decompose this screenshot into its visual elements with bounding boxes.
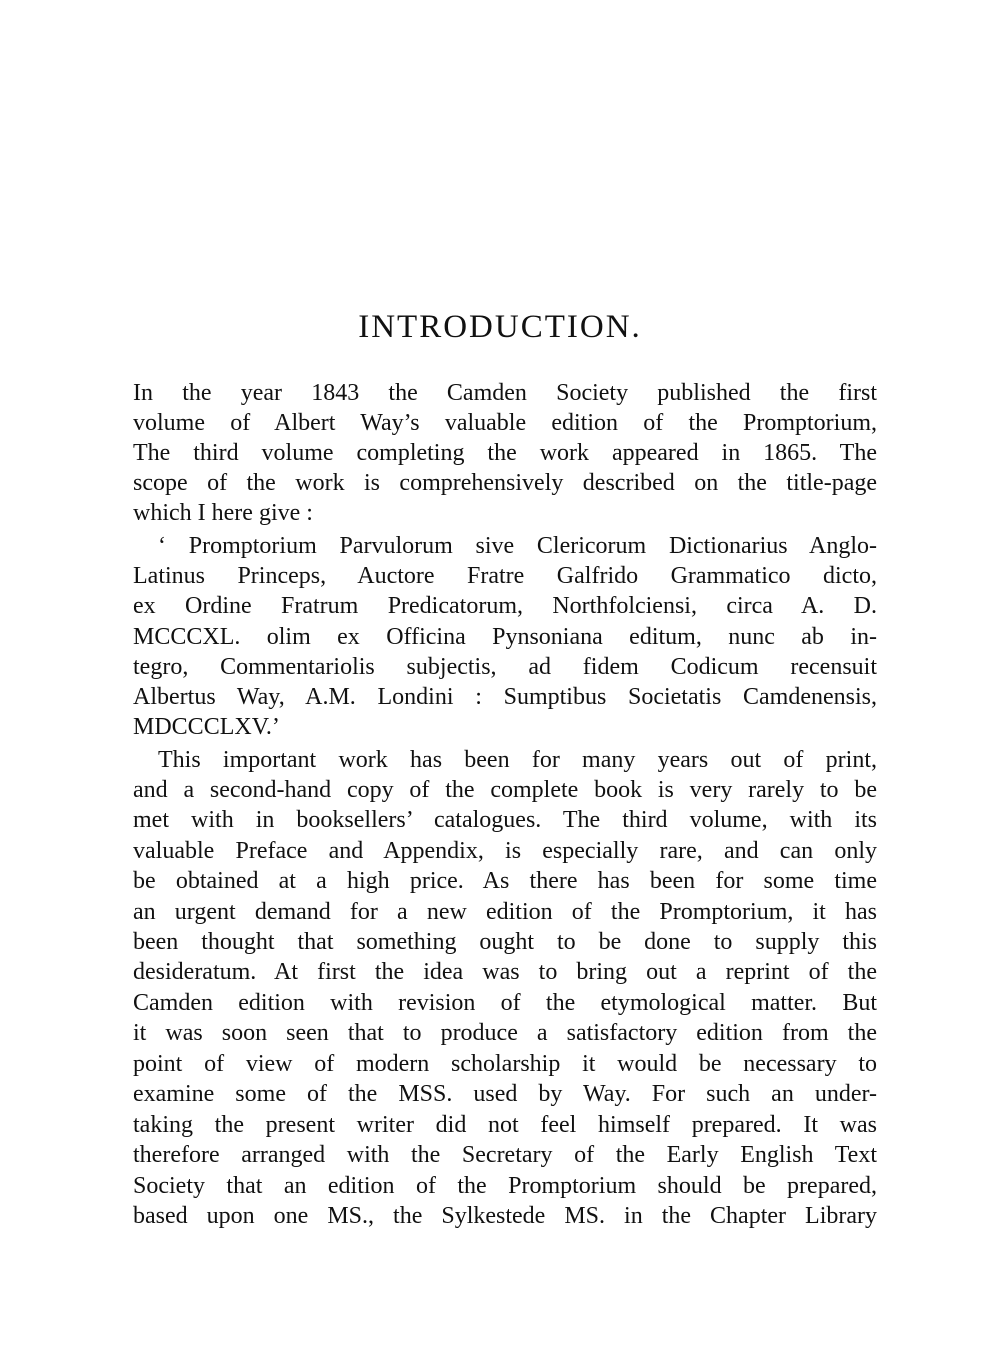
text-line: In the year 1843 the Camden Society published the first: [133, 380, 877, 406]
text-line: This important work has been for many years out of print,: [158, 747, 877, 773]
text-line: ex Ordine Fratrum Predicatorum, Northfolciensi, circa A. D.: [133, 593, 877, 619]
text-line: The third volume completing the work appeared in 1865. The: [133, 440, 877, 466]
text-line: met with in booksellers’ catalogues. The third volume, with its: [133, 807, 877, 833]
text-line: an urgent demand for a new edition of the Promptorium, it has: [133, 899, 877, 925]
text-line: Camden edition with revision of the etymological matter. But: [133, 990, 877, 1016]
text-line: therefore arranged with the Secretary of the Early English Text: [133, 1142, 877, 1168]
text-line: MCCCXL. olim ex Officina Pynsoniana editum, nunc ab in-: [133, 624, 877, 650]
text-line: point of view of modern scholarship it would be necessary to: [133, 1051, 877, 1077]
text-line: Society that an edition of the Promptorium should be prepared,: [133, 1173, 877, 1199]
text-line: taking the present writer did not feel himself prepared. It was: [133, 1112, 877, 1138]
text-line: it was soon seen that to produce a satisfactory edition from the: [133, 1020, 877, 1046]
text-line: been thought that something ought to be done to supply this: [133, 929, 877, 955]
text-line: desideratum. At first the idea was to bring out a reprint of the: [133, 959, 877, 985]
text-line: which I here give :: [133, 500, 313, 526]
text-line: scope of the work is comprehensively described on the title-page: [133, 470, 877, 496]
text-line: examine some of the MSS. used by Way. For such an under-: [133, 1081, 877, 1107]
text-line: ‘ Promptorium Parvulorum sive Clericorum Dictionarius Anglo-: [158, 533, 877, 559]
text-line: based upon one MS., the Sylkestede MS. in the Chapter Library: [133, 1203, 877, 1229]
text-line: and a second-hand copy of the complete book is very rarely to be: [133, 777, 877, 803]
text-line: valuable Preface and Appendix, is especially rare, and can only: [133, 838, 877, 864]
text-line: volume of Albert Way’s valuable edition of the Promptorium,: [133, 410, 877, 436]
text-line: Latinus Princeps, Auctore Fratre Galfrido Grammatico dicto,: [133, 563, 877, 589]
text-line: MDCCCLXV.’: [133, 714, 280, 740]
text-line: tegro, Commentariolis subjectis, ad fidem Codicum recensuit: [133, 654, 877, 680]
text-line: be obtained at a high price. As there has been for some time: [133, 868, 877, 894]
text-line: Albertus Way, A.M. Londini : Sumptibus Societatis Camdenensis,: [133, 684, 877, 710]
page-title: INTRODUCTION.: [358, 309, 642, 345]
